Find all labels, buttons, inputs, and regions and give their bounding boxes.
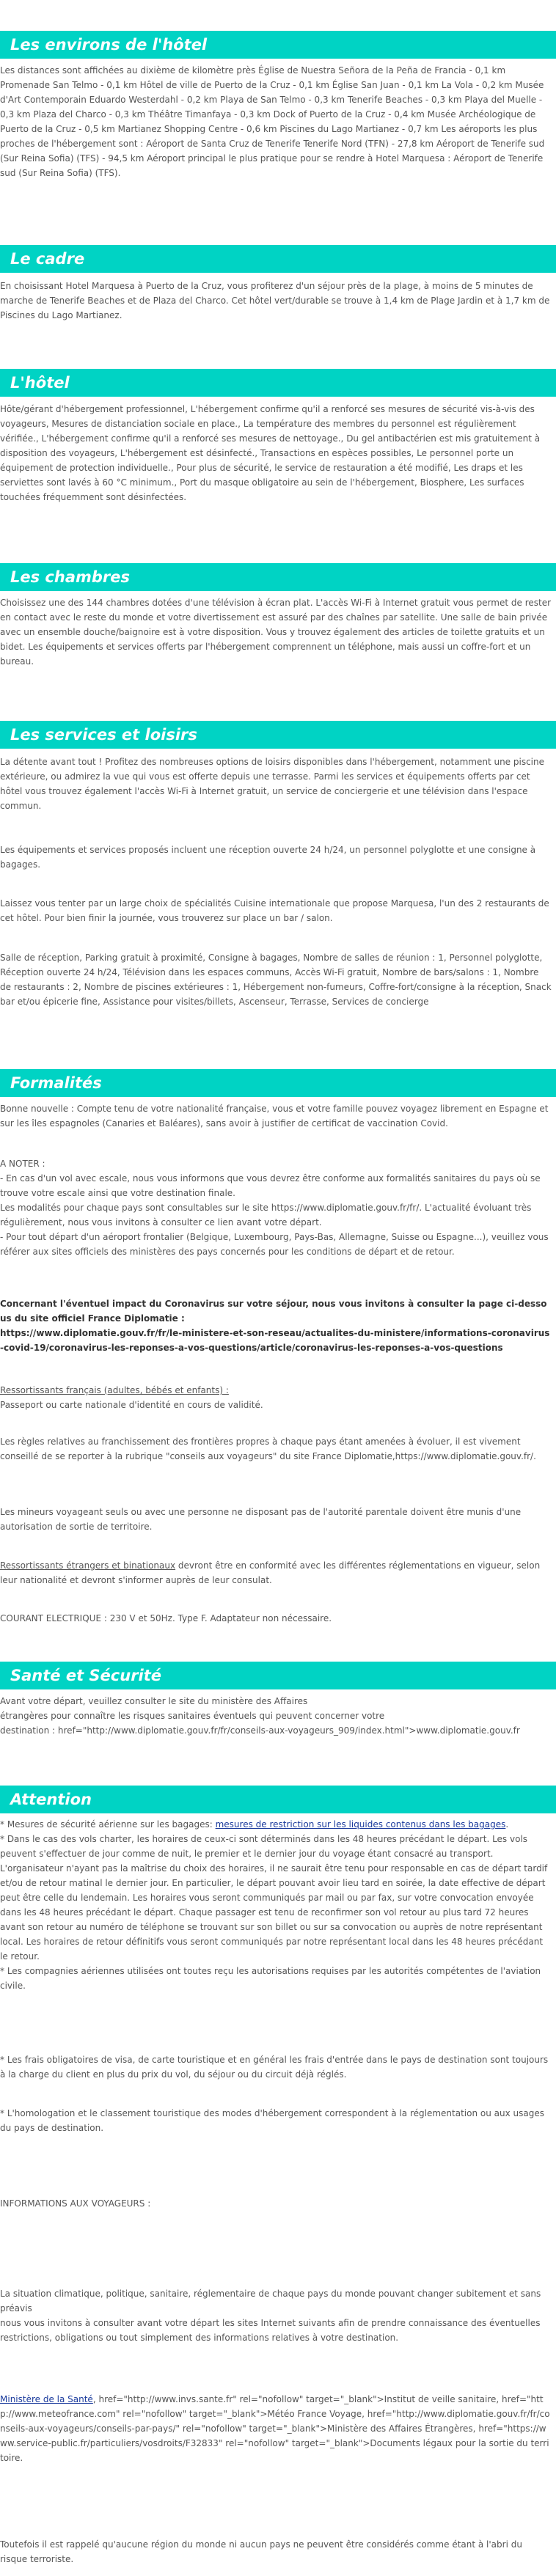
ministere-sante-link[interactable]: Ministère de la Santé — [0, 2394, 93, 2404]
formalites-electric-current: COURANT ELECTRIQUE : 230 V et 50Hz. Type F. Adaptateur non nécessaire. — [0, 1613, 332, 1623]
hotel-text: Hôte/gérant d'hébergement professionnel, L'hébergement confirme qu'il a renforcé ses mesures de sécurité vis-à-vis des voyageurs, Mesures de distanciation sociale en place., La température des membres du personnel est régulièrement vérifiée., L'hébergement confirme qu'il a renforcé ses mesures de nettoyage., Du gel antibactérien est mis gratuitement à disposition des voyageurs, L'hébergement est désinfecté., Transactions en espèces possibles, Le personnel porte un équipement de protection individuelle., Pour plus de sécurité, le service de restauration a été modifié, Les draps et les serviettes sont lavés à 60 °C minimum., Port du masque obligatoire au sein de l'hébergement, Biosphere, Les surfaces touchées fréquemment sont désinfectées. — [0, 404, 541, 502]
formalites-french-citizens — [0, 1383, 552, 1412]
attention-links-text: , href="http://www.invs.sante.fr" rel="nofollow" target="_blank">Institut de veille sanitaire, href="http://www.meteofrance.com" rel="nofollow" target="_blank">Météo France Voyage, href="http://www.diplomatie.gouv.fr/fr/conseils-aux-voyageurs/conseils-par-pays/" rel="nofollow" target="_blank">Ministère des Affaires Étrangères, href="https://www.service-public.fr/particuliers/vosdroits/F32833" rel="nofollow" target="_blank">Documents légaux pour la sortie du territoire. — [0, 2394, 550, 2463]
section-header-environs: Les environs de l'hôtel — [0, 31, 556, 59]
attention-accommodation-rating: * L'homologation et le classement touristique des modes d'hébergement correspondent à la réglementation ou aux usages du pays de destination. — [0, 2108, 544, 2133]
baggage-text-end: . — [505, 1819, 509, 1830]
attention-situation: La situation climatique, politique, sanitaire, réglementaire de chaque pays du monde pouvant changer subitement et sans préavis nous vous invitons à consulter avant votre départ les sites Internet suivants afin de prendre connaissance des éventuelles restrictions, obligations ou tout simplement des informations relatives à votre destination. — [0, 2289, 541, 2343]
formalites-foreign-citizens — [0, 1558, 552, 1588]
formalites-minors: Les mineurs voyageant seuls ou avec une personne ne disposant pas de l'autorité parentale doivent être munis d'une autorisation de sortie de territoire. — [0, 1507, 522, 1532]
liquids-restriction-link[interactable]: mesures de restriction sur les liquides contenus dans les bagages — [215, 1819, 506, 1830]
foreign-citizens-label: Ressortissants étrangers et binationaux — [0, 1560, 176, 1571]
attention-terrorism: Toutefois il est rappelé qu'aucune région du monde ni aucun pays ne peuvent être considérés comme étant à l'abri du risque terroriste. — [0, 2539, 522, 2564]
environs-text: Les distances sont affichées au dixième de kilomètre près Église de Nuestra Señora de la Peña de Francia - 0,1 km Promenade San Telmo - 0,1 km Hôtel de ville de Puerto de la Cruz - 0,1 km Église San Juan - 0,1 km La Vola - 0,2 km Musée d'Art Contemporain Eduardo Westerdahl - 0,2 km Playa de San Telmo - 0,3 km Tenerife Beaches - 0,3 km Playa del Muelle - 0,3 km Plaza del Charco - 0,3 km Théâtre Timanfaya - 0,3 km Dock of Puerto de la Cruz - 0,4 km Musée Archéologique de Puerto de la Cruz - 0,5 km Martianez Shopping Centre - 0,6 km Piscines du Lago Martianez - 0,7 km Les aéroports les plus proches de l'hébergement sont : Aéroport de Santa Cruz de Tenerife Tenerife Nord (TFN) - 27,8 km Aéroport de Tenerife sud (Sur Reina Sofia) (TFS) - 94,5 km Aéroport principal le plus pratique pour se rendre à Hotel Marquesa : Aéroport de Tenerife sud (Sur Reina Sofia) (TFS). — [0, 65, 545, 178]
section-header-securite: Santé et Sécurité — [0, 1662, 556, 1689]
baggage-text: * Mesures de sécurité aérienne sur les bagages: — [0, 1819, 216, 1830]
formalites-paragraph-1: Bonne nouvelle : Compte tenu de votre nationalité française, vous et votre famille pouvez voyagez librement en Espagne et sur les îles espagnoles (Canaries et Baléares), sans avoir à justifier de certificat de vaccination Covid. — [0, 1104, 549, 1129]
french-citizens-label: Ressortissants français (adultes, bébés et enfants) : — [0, 1385, 229, 1395]
foreign-citizens-text: devront être en conformité avec les différentes réglementations en vigueur, selon leur nationalité et devront s'informer auprès de leur consulat. — [0, 1560, 541, 1585]
formalites-note: A NOTER : - En cas d'un vol avec escale, nous vous informons que vous devrez être conforme aux formalités sanitaires du pays où se trouve votre escale ainsi que votre destination finale. Les modalités pour chaque pays sont consultables sur le site https://www.diplomatie.gouv.fr/fr/. L'actualité évoluant très régulièrement, nous vous invitons à consulter ce lien avant votre départ. - Pour tout départ d'un aéroport frontalier (Belgique, Luxembourg, Pays-Bas, Allemagne, Suisse ou Espagne...), veuillez vous référer aux sites officiels des ministères des pays concernés pour les conditions de départ et de retour. — [0, 1159, 549, 1257]
chambres-text: Choisissez une des 144 chambres dotées d'une télévision à écran plat. L'accès Wi-Fi à Internet gratuit vous permet de rester en contact avec le reste du monde et votre divertissement est assuré par des chaînes par satellite. Une salle de bain privée avec un ensemble douche/baignoire est à votre disposition. Vous y trouvez également des articles de toilette gratuits et un bidet. Les équipements et services offerts par l'hébergement comprennent un téléphone, mais aussi un coffre-fort et un bureau. — [0, 598, 552, 667]
section-header-chambres: Les chambres — [0, 563, 556, 591]
section-header-cadre: Le cadre — [0, 245, 556, 273]
attention-traveller-info-title: INFORMATIONS AUX VOYAGEURS : — [0, 2198, 151, 2209]
formalites-coronavirus: Concernant l'éventuel impact du Coronavirus sur votre séjour, nous vous invitons à consulter la page ci-dessous du site officiel France Diplomatie : https://www.diplomatie.gouv.fr/fr/le-ministere-et-son-reseau/actualites-du-ministere/informations-coronavirus-covid-19/coronavirus-les-reponses-a-vos-questions/article/coronavirus-les-reponses-a-vos-questions — [0, 1299, 550, 1353]
section-header-attention: Attention — [0, 1786, 556, 1813]
section-header-services: Les services et loisirs — [0, 721, 556, 749]
cadre-text: En choisissant Hotel Marquesa à Puerto de la Cruz, vous profiterez d'un séjour près de la plage, à moins de 5 minutes de marche de Tenerife Beaches et de Plaza del Charco. Cet hôtel vert/durable se trouve à 1,4 km de Plage Jardin et à 1,7 km de Piscines du Lago Martianez. — [0, 281, 550, 320]
services-paragraph-1: La détente avant tout ! Profitez des nombreuses options de loisirs disponibles dans l'hébergement, notamment une piscine extérieure, ou admirez la vue qui vous est offerte depuis une terrasse. Parmi les services et équipements offerts par cet hôtel vous trouvez également l'accès Wi-Fi à Internet gratuit, un service de conciergerie et une télévision dans l'espace commun. — [0, 757, 545, 811]
services-paragraph-4: Salle de réception, Parking gratuit à proximité, Consigne à bagages, Nombre de salles de réunion : 1, Personnel polyglotte, Réception ouverte 24 h/24, Télévision dans les espaces communs, Accès Wi-Fi gratuit, Nombre de bars/salons : 1, Nombre de restaurants : 2, Nombre de piscines extérieures : 1, Hébergement non-fumeurs, Coffre-fort/consigne à la réception, Snack bar et/ou épicerie fine, Assistance pour visites/billets, Ascenseur, Terrasse, Services de concierge — [0, 953, 552, 1007]
securite-text: Avant votre départ, veuillez consulter le site du ministère des Affaires étrangères pour connaître les risques sanitaires éventuels qui peuvent concerner votre destination : href="http://www.diplomatie.gouv.fr/fr/conseils-aux-voyageurs_909/index.html">www.diplomatie.gouv.fr — [0, 1696, 520, 1736]
services-paragraph-2: Les équipements et services proposés incluent une réception ouverte 24 h/24, un personnel polyglotte et une consigne à bagages. — [0, 845, 536, 870]
attention-baggage — [0, 1817, 552, 1832]
section-header-formalites: Formalités — [0, 1069, 556, 1097]
attention-visa-fees: * Les frais obligatoires de visa, de carte touristique et en général les frais d'entrée dans le pays de destination sont toujours à la charge du client en plus du prix du vol, du séjour ou du circuit déjà réglés. — [0, 2055, 549, 2080]
attention-links — [0, 2392, 552, 2465]
services-paragraph-3: Laissez vous tenter par un large choix de spécialités Cuisine internationale que propose Marquesa, l'un des 2 restaurants de cet hôtel. Pour bien finir la journée, vous trouverez sur place un bar / salon. — [0, 898, 549, 923]
section-header-hotel: L'hôtel — [0, 369, 556, 397]
attention-charter-flights: * Dans le cas des vols charter, les horaires de ceux-ci sont déterminés dans les 48 heures précédant le départ. Les vols peuvent s'effectuer de jour comme de nuit, le premier et le dernier jour du voyage étant consacré au transport. L'organisateur n'ayant pas la maîtrise du choix des horaires, il ne saurait être tenu pour responsable en cas de départ tardif et/ou de retour matinal le dernier jour. En particulier, le départ pouvant avoir lieu tard en soirée, la date effective de départ peut être celle du lendemain. Les horaires vous seront communiqués par mail ou par fax, sur votre convocation envoyée dans les 48 heures précédant le départ. Chaque passager est tenu de reconfirmer son vol retour au plus tard 72 heures avant son retour au numéro de téléphone se trouvant sur son billet ou sur sa convocation ou auprès de notre représentant local. Les horaires de retour définitifs vous seront communiqués par notre représentant local dans les 48 heures précédant le retour. * Les compagnies aériennes utilisées ont toutes reçu les autorisations requises par les autorités compétentes de l'aviation civile. — [0, 1834, 548, 1991]
formalites-border-rules: Les règles relatives au franchissement des frontières propres à chaque pays étant amenées à évoluer, il est vivement conseillé de se reporter à la rubrique "conseils aux voyageurs" du site France Diplomatie,https://www.diplomatie.gouv.fr/. — [0, 1436, 536, 1461]
french-citizens-text: Passeport ou carte nationale d'identité en cours de validité. — [0, 1400, 263, 1410]
